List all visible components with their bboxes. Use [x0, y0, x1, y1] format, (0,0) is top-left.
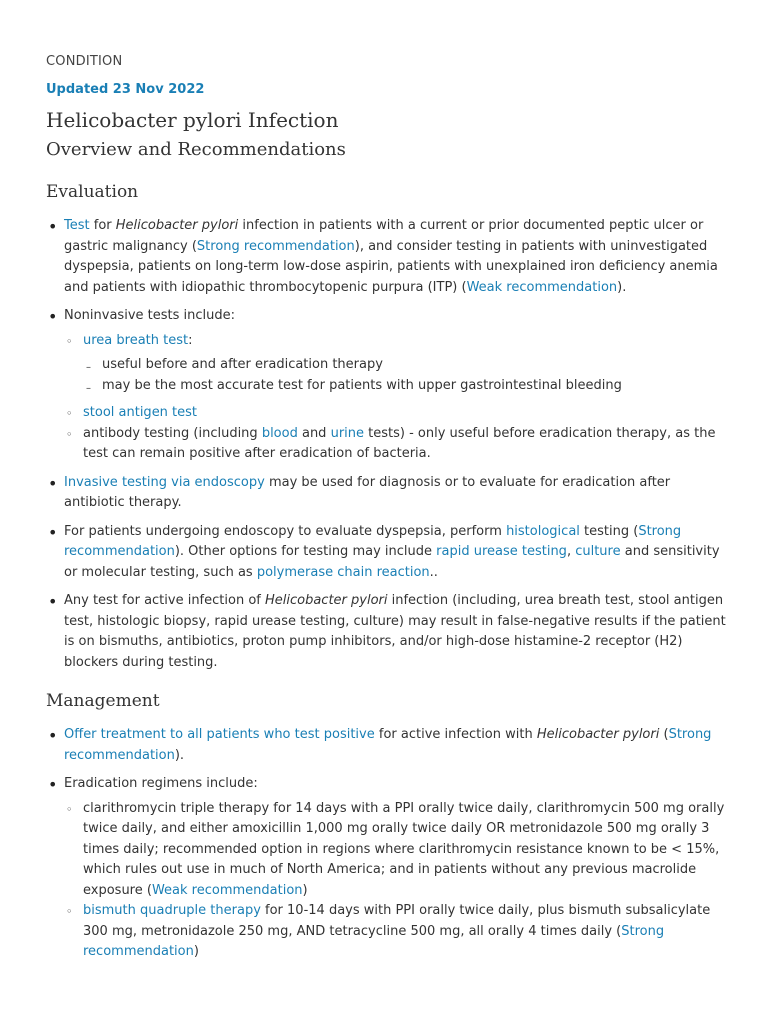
- text: and sensitivity or molecular testing, such as: [64, 544, 720, 580]
- pcr-link[interactable]: polymerase chain reaction: [256, 564, 430, 580]
- text: ,: [566, 544, 576, 559]
- evaluation-section: [46, 182, 726, 673]
- list-item: [64, 424, 726, 465]
- list-item: [46, 591, 726, 673]
- eradication-regimens-list: [64, 799, 726, 963]
- urea-breath-test-details: [83, 355, 726, 396]
- text: ). Other options for testing may include: [174, 544, 437, 559]
- text: ).: [174, 747, 185, 763]
- bismuth-quadruple-therapy-link[interactable]: bismuth quadruple therapy: [83, 903, 261, 918]
- list-item: – may be the most accurate test for patients with upper gastrointestinal bleeding: [83, 376, 726, 397]
- histological-link[interactable]: histological: [506, 523, 580, 539]
- evaluation-heading: Evaluation: [46, 182, 139, 202]
- weak-recommendation-link[interactable]: Weak recommendation: [151, 882, 303, 898]
- evaluation-list: [46, 216, 726, 673]
- strong-recommendation-link[interactable]: Strong recommendation: [64, 523, 682, 559]
- text: ): [193, 944, 199, 959]
- text: Any test for active infection of: [64, 593, 265, 608]
- strong-recommendation-link[interactable]: Strong recommendation: [64, 727, 712, 763]
- strong-recommendation-link[interactable]: Strong recommendation: [196, 238, 355, 254]
- text: infection (including, urea breath test, stool antigen test, histologic biopsy, rapid urease testing, culture) may result in false-negative results if the patient is on bismuths, antibiotics, proton pump inhibitors, and/or high-dose histamine-2 receptor (H2) blockers during testing.: [64, 593, 726, 670]
- urine-link[interactable]: urine: [330, 425, 365, 441]
- text: and: [297, 425, 331, 441]
- strong-recommendation-link[interactable]: Strong recommendation: [83, 923, 665, 959]
- weak-recommendation-link[interactable]: Weak recommendation: [466, 279, 618, 295]
- text: Noninvasive tests include:: [64, 308, 235, 323]
- text: For patients undergoing endoscopy to evaluate dyspepsia, perform: [64, 523, 507, 539]
- page-subtitle: Overview and Recommendations: [46, 139, 346, 160]
- text: ): [302, 882, 308, 898]
- blood-link[interactable]: blood: [261, 425, 298, 441]
- page-title: Helicobacter pylori Infection: [46, 108, 339, 132]
- text: for active infection with: [374, 727, 537, 742]
- management-list: [46, 725, 726, 963]
- text: tests) - only useful before eradication therapy, as the test can remain positive after eradication of bacteria.: [83, 425, 716, 461]
- list-item: [46, 522, 726, 584]
- category-label: CONDITION: [46, 54, 123, 69]
- text: ), and consider testing in patients with uninvestigated dyspepsia, patients on long-term low-dose aspirin, patients with unexplained iron deficiency anemia and patients with idiopathic thrombocytopenic purpura (ITP) (: [64, 238, 718, 295]
- list-item: [46, 473, 726, 514]
- text: infection in patients with a current or prior documented peptic ulcer or gastric malignancy (: [64, 218, 704, 254]
- species-name: Helicobacter pylori: [115, 218, 239, 233]
- noninvasive-tests-list: [64, 331, 726, 465]
- list-item: [64, 901, 726, 963]
- urea-breath-test-link[interactable]: urea breath test: [83, 332, 189, 348]
- management-section: [46, 691, 726, 963]
- stool-antigen-test-link[interactable]: stool antigen test: [83, 405, 198, 420]
- text: testing (: [579, 523, 639, 539]
- list-item: – useful before and after eradication therapy: [83, 355, 726, 376]
- test-link[interactable]: Test: [64, 218, 90, 233]
- text: (: [659, 727, 669, 742]
- text: may be used for diagnosis or to evaluate for eradication after antibiotic therapy.: [64, 474, 671, 510]
- text: clarithromycin triple therapy for 14 days with a PPI orally twice daily, clarithromycin 500 mg orally twice daily, and either amoxicillin 1,000 mg orally twice daily OR metronidazole 500 mg orally 3 times daily; recommended option in regions where clarithromycin resistance known to be < 15%, which rules out use in much of North America; and in patients without any previous macrolide exposure (: [83, 800, 725, 898]
- text: Eradication regimens include:: [64, 776, 258, 791]
- text: ..: [429, 564, 438, 580]
- offer-treatment-link[interactable]: Offer treatment to all patients who test positive: [64, 727, 375, 742]
- list-item: [46, 725, 726, 766]
- text: :: [188, 332, 193, 348]
- species-name: Helicobacter pylori: [264, 593, 388, 608]
- updated-date: Updated 23 Nov 2022: [46, 82, 205, 97]
- management-heading: Management: [46, 691, 160, 711]
- list-item: [64, 403, 726, 424]
- list-item: [46, 306, 726, 465]
- rapid-urease-testing-link[interactable]: rapid urease testing: [436, 544, 567, 559]
- culture-link[interactable]: culture: [575, 544, 621, 559]
- invasive-testing-link[interactable]: Invasive testing via endoscopy: [64, 474, 265, 490]
- list-item: [46, 774, 726, 963]
- list-item: [64, 799, 726, 902]
- species-name: Helicobacter pylori: [536, 727, 660, 742]
- text: antibody testing (including: [83, 425, 262, 441]
- text: for 10-14 days with PPI orally twice daily, plus bismuth subsalicylate 300 mg, metronidazole 250 mg, AND tetracycline 500 mg, all orally 4 times daily (: [83, 903, 711, 939]
- text: ).: [617, 279, 627, 295]
- text: for: [89, 218, 116, 233]
- list-item: [64, 331, 726, 397]
- list-item: [46, 216, 726, 298]
